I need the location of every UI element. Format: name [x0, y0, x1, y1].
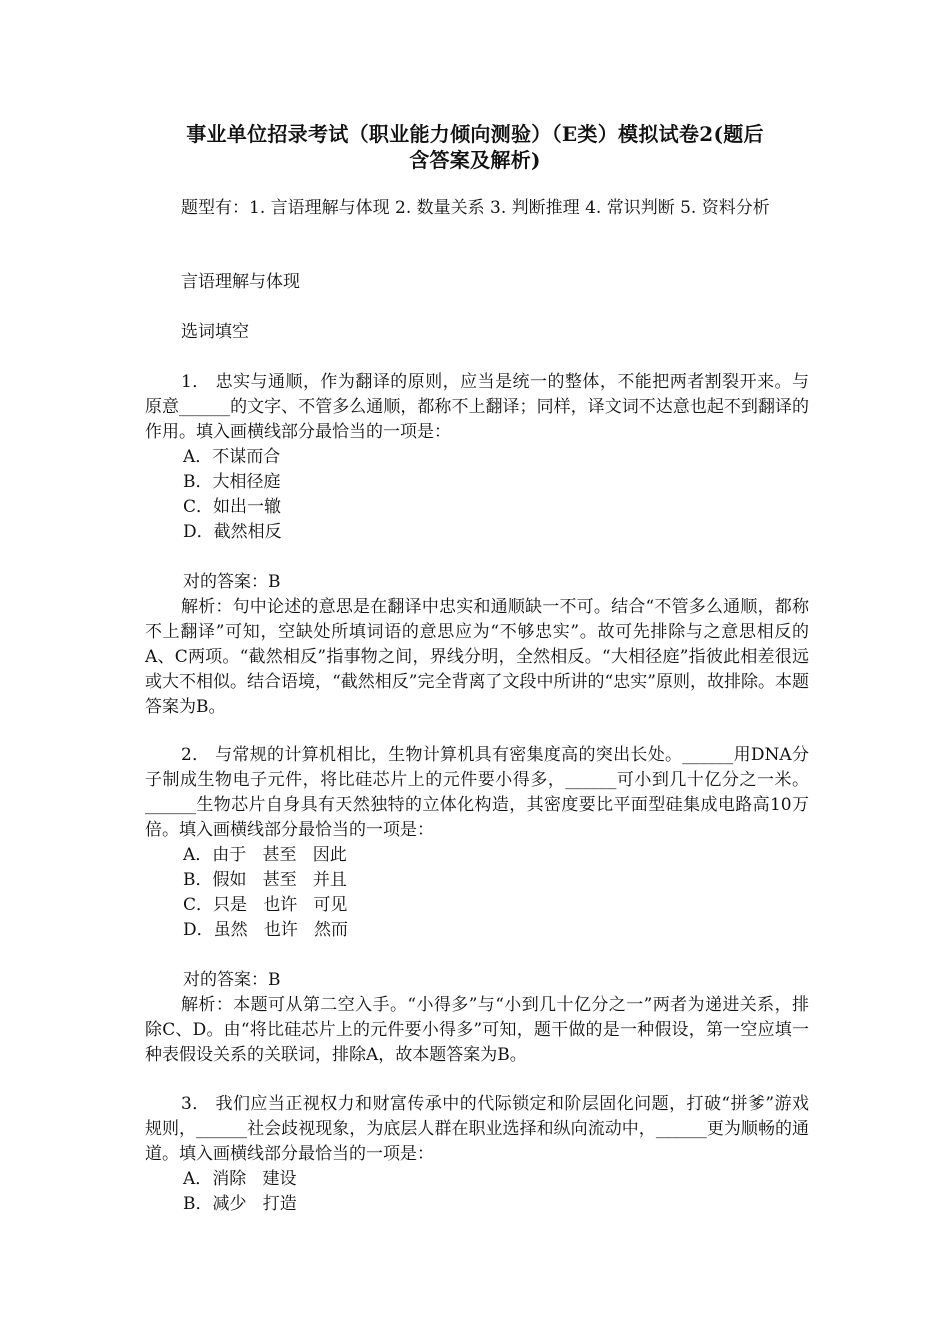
question-1-answer: 对的答案：B: [183, 572, 281, 592]
question-3-option-a: A．消除 建设: [183, 1169, 297, 1189]
question-1-solution: [145, 570, 809, 720]
question-2-solution: [145, 968, 809, 1068]
question-2-option-b: B．假如 甚至 并且: [183, 870, 347, 890]
question-2: [145, 743, 809, 943]
question-3-stem: 3． 我们应当正视权力和财富传承中的代际锁定和阶层固化问题，打破“拼爹”游戏规则，______社会歧视现象，为底层人群在职业选择和纵向流动中，______更为顺畅的通道。填入画横线部分最恰当的一项是：: [145, 1094, 809, 1164]
question-3: [145, 1092, 809, 1217]
question-2-option-c: C．只是 也许 可见: [183, 895, 348, 915]
document-title: [130, 121, 820, 173]
question-1-stem: 1． 忠实与通顺，作为翻译的原则，应当是统一的整体，不能把两者割裂开来。与原意______的文字、不管多么通顺，都称不上翻译；同样，译文词不达意也起不到翻译的作用。填入画横线部分最恰当的一项是：: [145, 372, 809, 442]
title-line-1: 事业单位招录考试（职业能力倾向测验）（E类）模拟试卷2(题后: [186, 122, 764, 146]
question-2-answer: 对的答案：B: [183, 970, 281, 990]
question-1-analysis: 解析：句中论述的意思是在翻译中忠实和通顺缺一不可。结合“不管多么通顺，都称不上翻译”可知，空缺处所填词语的意思应为“不够忠实”。故可先排除与之意思相反的A、C两项。“截然相反”指事物之间，界线分明，全然相反。“大相径庭”指彼此相差很远或大不相似。结合语境，“截然相反”完全背离了文段中所讲的“忠实”原则，故排除。本题答案为B。: [145, 597, 809, 717]
question-types-line: 题型有：1. 言语理解与体现 2. 数量关系 3. 判断推理 4. 常识判断 5. 资料分析: [181, 198, 770, 218]
question-1-option-c: C．如出一辙: [183, 497, 282, 517]
question-3-option-b: B．减少 打造: [183, 1194, 297, 1214]
question-1-option-a: A．不谋而合: [183, 447, 281, 467]
question-1: [145, 370, 809, 545]
title-line-2: 含答案及解析): [409, 148, 541, 172]
question-1-option-d: D．截然相反: [183, 522, 282, 542]
question-2-option-d: D．虽然 也许 然而: [183, 920, 349, 940]
question-2-option-a: A．由于 甚至 因此: [183, 845, 347, 865]
question-2-analysis: 解析：本题可从第二空入手。“小得多”与“小到几十亿分之一”两者为递进关系，排除C、D。由“将比硅芯片上的元件要小得多”可知，题干做的是一种假设，第一空应填一种表假设关系的关联词，排除A，故本题答案为B。: [145, 995, 809, 1065]
section-heading: 言语理解与体现: [181, 272, 300, 292]
subsection-heading: 选词填空: [181, 322, 249, 342]
question-2-stem: 2． 与常规的计算机相比，生物计算机具有密集度高的突出长处。______用DNA分子制成生物电子元件，将比硅芯片上的元件要小得多，______可小到几十亿分之一米。______生物芯片自身具有天然独特的立体化构造，其密度要比平面型硅集成电路高10万倍。填入画横线部分最恰当的一项是：: [145, 745, 809, 840]
question-1-option-b: B．大相径庭: [183, 472, 281, 492]
